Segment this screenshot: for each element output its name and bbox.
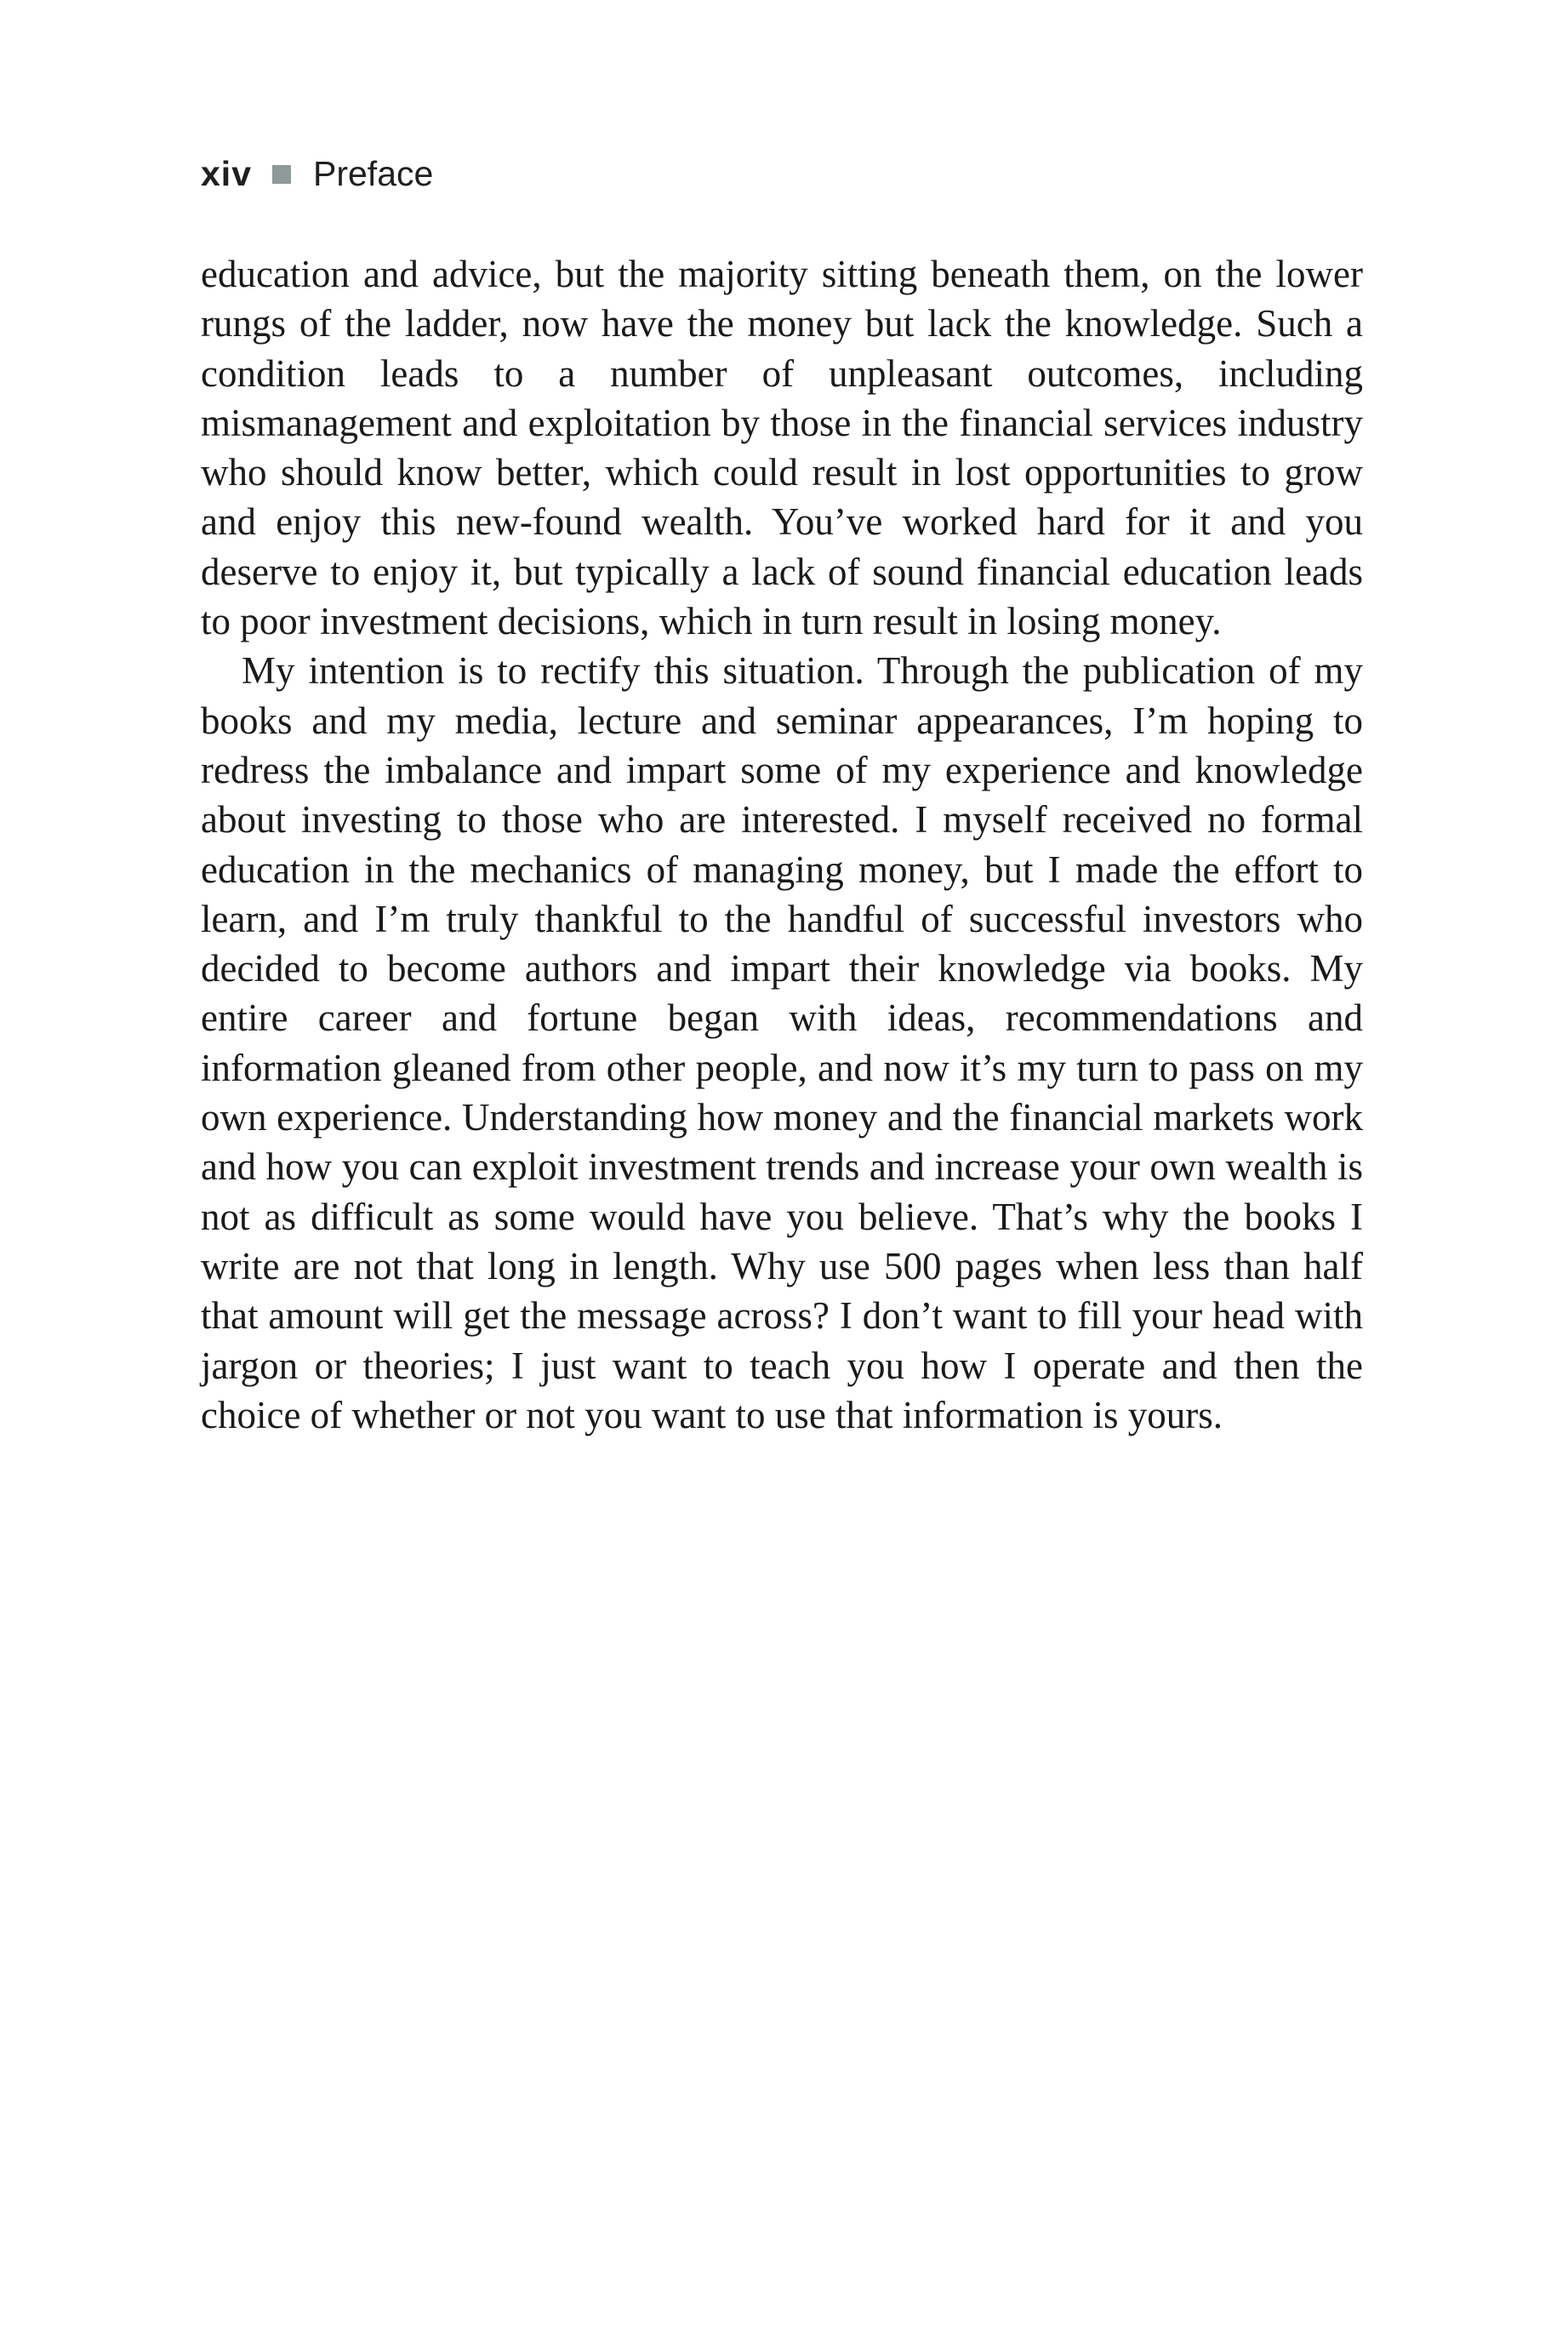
separator-square-icon	[272, 165, 291, 184]
body-text	[201, 249, 1363, 1440]
section-title: Preface	[313, 153, 434, 193]
paragraph-continued: education and advice, but the majority sitting beneath them, on the lower rungs of the ladder, now have the money but lack the knowledge. Such a condition leads to a number of unpleasant outcomes, including mismanagement and exploitation by those in the financial services industry who should know better, which could result in lost opportunities to grow and enjoy this new-found wealth. You’ve worked hard for it and you deserve to enjoy it, but typically a lack of sound financial education leads to poor investment decisions, which in turn result in losing money.	[201, 253, 1363, 643]
running-head	[201, 150, 433, 197]
page-number: xiv	[201, 153, 252, 193]
paragraph: My intention is to rectify this situation. Through the publication of my books and my media, lecture and seminar appearances, I’m hoping to redress the imbalance and impart some of my experience and knowledge about investing to those who are interested. I myself received no formal education in the mechanics of managing money, but I made the effort to learn, and I’m truly thankful to the handful of successful investors who decided to become authors and impart their knowledge via books. My entire career and fortune began with ideas, recommendations and information gleaned from other people, and now it’s my turn to pass on my own experience. Understanding how money and the financial markets work and how you can exploit investment trends and increase your own wealth is not as difficult as some would have you believe. That’s why the books I write are not that long in length. Why use 500 pages when less than half that amount will get the message across? I don’t want to fill your head with jargon or theories; I just want to teach you how I operate and then the choice of whether or not you want to use that information is yours.	[201, 649, 1363, 1436]
